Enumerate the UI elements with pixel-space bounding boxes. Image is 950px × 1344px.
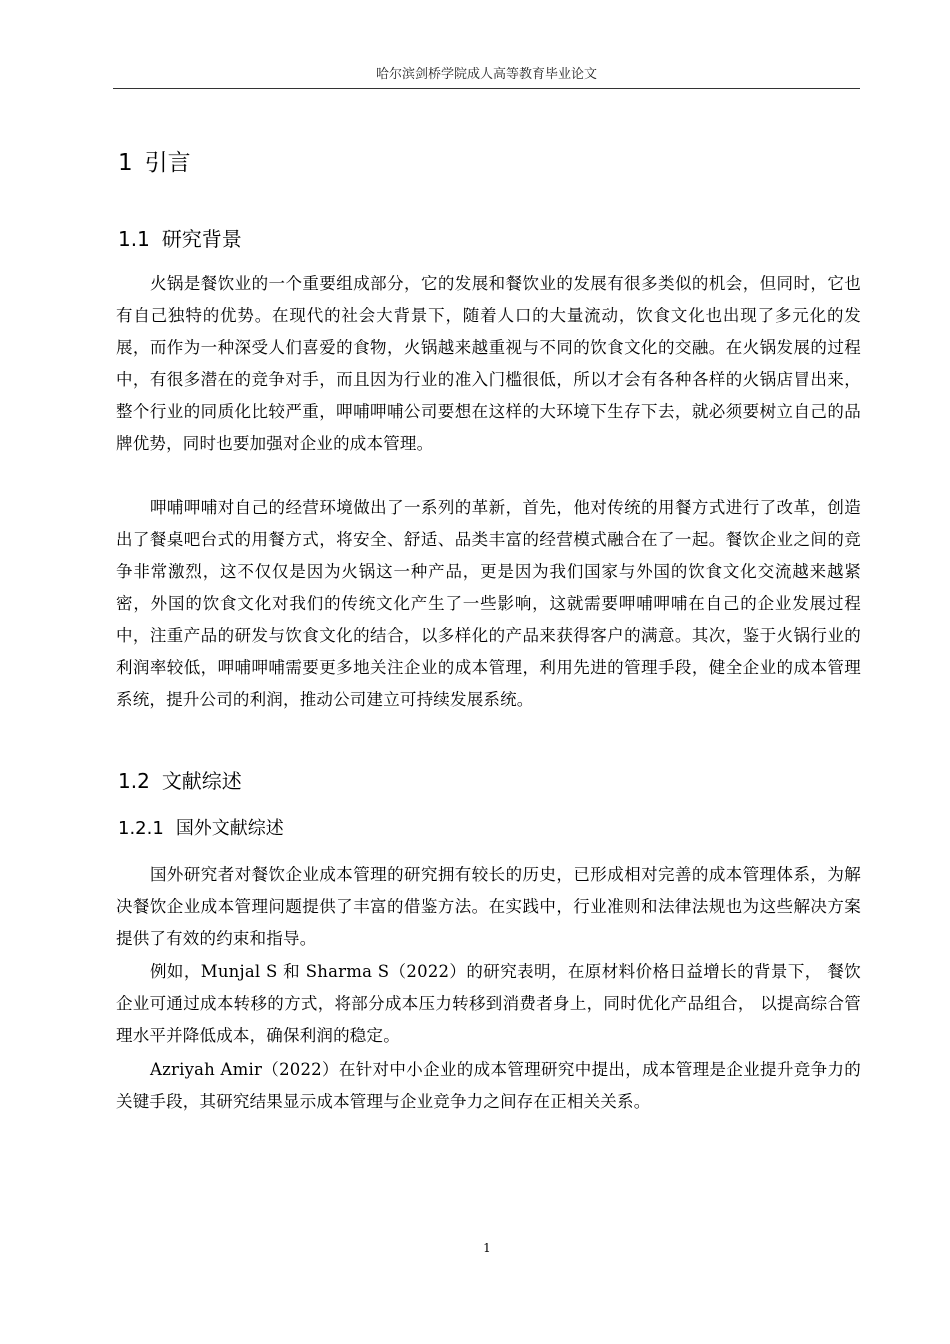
section-heading-1-1 bbox=[118, 224, 242, 254]
chapter-title: 引言 bbox=[144, 150, 191, 176]
paragraph-background-1: 火锅是餐饮业的一个重要组成部分，它的发展和餐饮业的发展有很多类似的机会，但同时，它也有自己独特的优势。在现代的社会大背景下，随着人口的大量流动，饮食文化也出现了多元化的发展，而作为一种深受人们喜爱的食物，火锅越来越重视与不同的饮食文化的交融。在火锅发展的过程中，有很多潜在的竞争对手，而且因为行业的准入门槛很低，所以才会有各种各样的火锅店冒出来，整个行业的同质化比较严重，呷哺呷哺公司要想在这样的大环境下生存下去，就必须要树立自己的品牌优势，同时也要加强对企业的成本管理。 bbox=[116, 274, 861, 453]
section-title: 文献综述 bbox=[161, 769, 242, 793]
paragraph-literature-1: 国外研究者对餐饮企业成本管理的研究拥有较长的历史，已形成相对完善的成本管理体系，为解决餐饮企业成本管理问题提供了丰富的借鉴方法。在实践中，行业准则和法律法规也为这些解决方案提供了有效的约束和指导。 bbox=[116, 865, 861, 948]
section-heading-1-2 bbox=[118, 766, 242, 796]
chapter-heading bbox=[118, 146, 191, 180]
chapter-number: 1 bbox=[118, 150, 133, 176]
section-number: 1.1 bbox=[118, 227, 150, 251]
paragraph-background-2: 呷哺呷哺对自己的经营环境做出了一系列的革新，首先，他对传统的用餐方式进行了改革，创造出了餐桌吧台式的用餐方式，将安全、舒适、品类丰富的经营模式融合在了一起。餐饮企业之间的竞争非常激烈，这不仅仅是因为火锅这一种产品，更是因为我们国家与外国的饮食文化交流越来越紧密，外国的饮食文化对我们的传统文化产生了一些影响，这就需要呷哺呷哺在自己的企业发展过程中，注重产品的研发与饮食文化的结合，以多样化的产品来获得客户的满意。其次，鉴于火锅行业的利润率较低，呷哺呷哺需要更多地关注企业的成本管理，利用先进的管理手段，健全企业的成本管理系统，提升公司的利润，推动公司建立可持续发展系统。 bbox=[116, 498, 861, 709]
paragraph-literature-2: 例如，Munjal S 和 Sharma S（2022）的研究表明，在原材料价格日益增长的背景下， 餐饮企业可通过成本转移的方式，将部分成本压力转移到消费者身上，同时优化产品组合， 以提高综合管理水平并降低成本，确保利润的稳定。 bbox=[116, 962, 861, 1045]
subsection-title: 国外文献综述 bbox=[175, 818, 284, 839]
running-header: 哈尔滨剑桥学院成人高等教育毕业论文 bbox=[375, 67, 597, 82]
page-number: 1 bbox=[483, 1241, 491, 1255]
header-divider bbox=[113, 88, 860, 89]
section-number: 1.2 bbox=[118, 769, 150, 793]
subsection-number: 1.2.1 bbox=[118, 818, 164, 839]
subsection-heading-1-2-1 bbox=[118, 815, 284, 843]
paragraph-literature-3: Azriyah Amir（2022）在针对中小企业的成本管理研究中提出，成本管理是企业提升竞争力的关键手段，其研究结果显示成本管理与企业竞争力之间存在正相关关系。 bbox=[116, 1060, 861, 1111]
section-title: 研究背景 bbox=[161, 227, 242, 251]
